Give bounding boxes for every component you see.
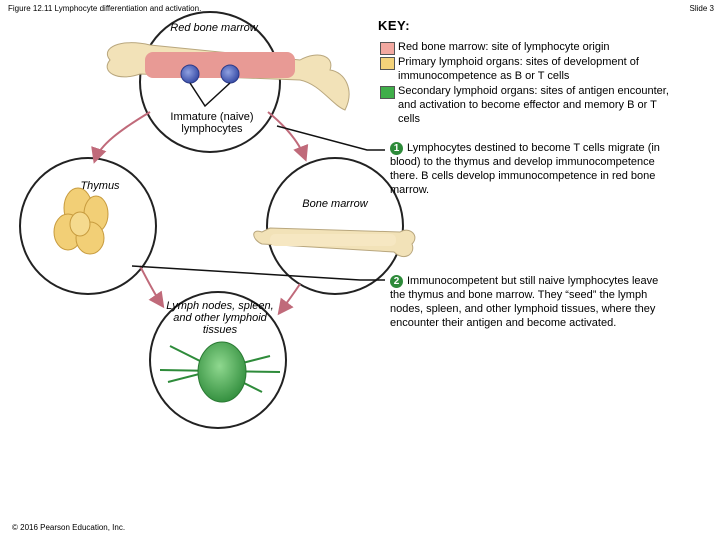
key-swatch-green (380, 86, 395, 99)
lymphoid-tissues-label: Lymph nodes, spleen, and other lymphoid tissues (166, 300, 274, 336)
immature-lymphocytes-label: Immature (naive) lymphocytes (170, 111, 254, 135)
arrow-to-thymus (95, 112, 150, 160)
key-item-red-bone-marrow (380, 40, 680, 54)
long-bone-top (107, 43, 349, 110)
arrow-bone-to-lymph (280, 284, 300, 312)
key-swatch-yellow (380, 57, 395, 70)
thymus-organ (54, 188, 108, 254)
arrow-thymus-to-lymph (140, 266, 162, 305)
lymphocyte-left (181, 65, 199, 83)
figure-title: Figure 12.11 Lymphocyte differentiation and activation. (8, 4, 202, 13)
key-item-text: Secondary lymphoid organs: sites of antigen encounter, and activation to become effector and memory B or T cells (398, 85, 669, 125)
step-2-callout (390, 274, 670, 330)
lymph-node-organ (160, 342, 280, 402)
red-bone-marrow-label: Red bone marrow (170, 22, 258, 34)
bone-marrow-label: Bone marrow (302, 198, 368, 210)
thymus-label: Thymus (80, 180, 120, 192)
copyright-notice: © 2016 Pearson Education, Inc. (12, 523, 126, 532)
key-title: KEY: (378, 18, 411, 33)
bone-marrow-circle (267, 158, 403, 294)
step-1-text: Lymphocytes destined to become T cells migrate (in blood) to the thymus and develop immunocompetence there. B cells develop immunocompetence in red bone marrow. (390, 142, 660, 196)
step2-leader-line (132, 266, 385, 280)
key-item-primary-lymphoid (380, 55, 680, 83)
step-2-text: Immunocompetent but still naive lymphocytes leave the thymus and bone marrow. They “seed” the lymph nodes, spleen, and other lymphoid tissues, where they encounter their antigen and become activated. (390, 275, 659, 329)
key-item-secondary-lymphoid (380, 84, 680, 126)
step-1-callout (390, 141, 670, 197)
key-item-text: Primary lymphoid organs: sites of development of immunocompetence as B or T cells (398, 56, 639, 82)
long-bone-middle (254, 228, 415, 257)
step-2-number-badge: 2 (390, 275, 403, 288)
slide-number: Slide 3 (689, 4, 714, 13)
key-item-text: Red bone marrow: site of lymphocyte origin (398, 41, 610, 53)
lymphocyte-right (221, 65, 239, 83)
key-swatch-red (380, 42, 395, 55)
step-1-number-badge: 1 (390, 142, 403, 155)
